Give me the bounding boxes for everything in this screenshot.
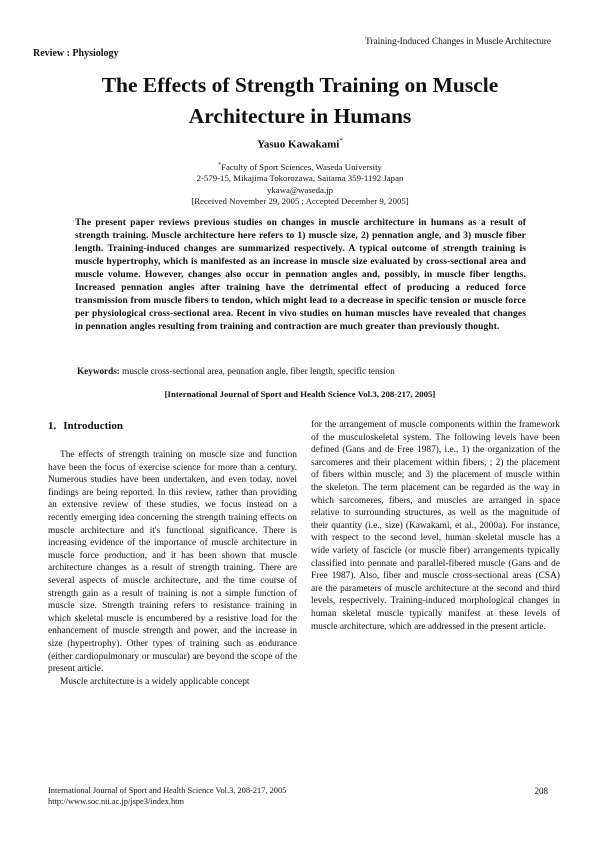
article-title — [40, 70, 560, 132]
email: ykawa@waseda.jp — [267, 184, 333, 195]
page-number: 208 — [534, 786, 548, 796]
footer-url[interactable]: http://www.soc.nii.ac.jp/jspe3/index.htm — [48, 796, 184, 806]
paragraph: Muscle architecture is a widely applicable concept — [60, 676, 250, 687]
right-column — [311, 419, 560, 633]
citation: [International Journal of Sport and Health Science Vol.3, 208-217, 2005] — [164, 389, 436, 399]
running-head: Training-Induced Changes in Muscle Architecture — [365, 37, 551, 47]
paragraph: The effects of strength training on muscle size and function have been the focus of exercise science for more than a century. Numerous studies have been undertaken, and even today, novel findings are being reported. In this review, rather than providing an extensive review of these studies, we focus instead on a recently emerging idea concerning the strength training effects on muscle architecture and it's functional significance. There is increasing evidence of the importance of muscle architecture in muscle force production, and it has been shown that muscle architecture changes as a result of strength training. There are several aspects of muscle architecture, and the time course of strength gain as a result of training is not a simple function of muscle size. Strength training refers to resistance training in which skeletal muscle is encumbered by a resistive load for the enhancement of muscle strength and power, and the increase in size (hypertrophy). Other types of training such as endurance (either cardiopulmonary or muscular) are beyond the scope of the present article. — [48, 450, 297, 675]
abstract: The present paper reviews previous studies on changes in muscle architecture in humans as a result of strength training. Muscle architecture here refers to 1) muscle size, 2) pennation angle, and 3) muscle fiber length. Training-induced changes are summarized respectively. A typical outcome of strength training is muscle hypertrophy, which is manifested as an increase in muscle size evaluated by cross-sectional area and muscle volume. However, changes also occur in pennation angles and, possibly, in muscle fiber lengths. Increased pennation angles after training have the detrimental effect of producing a reduced force transmission from muscle fibers to tendon, which might lead to a decrease in specific tension or muscle force per physiological cross-sectional area. Recent in vivo studies on human muscles have revealed that changes in pennation angles resulting from training and contraction are much greater than previously thought. — [75, 218, 526, 332]
title-line-2: Architecture in Humans — [188, 104, 412, 128]
section-title: Introduction — [63, 420, 123, 432]
section-number: 1. — [48, 420, 57, 432]
section-heading — [48, 419, 297, 433]
author-mark: * — [339, 137, 343, 145]
title-line-1: The Effects of Strength Training on Muscle — [101, 73, 499, 97]
left-column — [48, 419, 297, 688]
paragraph: for the arrangement of muscle components within the framework of the musculoskeletal system. The following levels have been defined (Gans and de Free 1987), i.e., 1) the organization of the sarcomeres and their placement within fibers, ; 2) the placement of fibers within muscle; and 3) the placement of muscle within the skeleton. The term placement can be regarded as the way in which sarcomeres, fibers, and muscles are arranged in space relative to surrounding structures, as well as the magnitude of their quantity (i.e., size) (Kawakami, et al., 2000a). For instance, with respect to the second level, human skeletal muscle has a wide variety of fascicle (or muscle fiber) arrangements typically classified into pennate and parallel-fibered muscle (Gans and de Free 1987). Also, fiber and muscle cross-sectional areas (CSA) are the parameters of muscle architecture at the second and third levels, respectively. Training-induced morphological changes in human skeletal muscle typically manifest at these levels of muscle architecture, which are addressed in the present article. — [311, 420, 560, 632]
author-name: Yasuo Kawakami — [257, 138, 340, 151]
affiliation: Faculty of Sport Sciences, Waseda University — [221, 161, 382, 172]
keywords — [77, 366, 395, 376]
keywords-list: muscle cross-sectional area, pennation angle, fiber length, specific tension — [122, 366, 395, 376]
received-dates: [Received November 29, 2005 ; Accepted December 9, 2005] — [191, 195, 409, 206]
affiliation-block — [0, 160, 600, 207]
affiliation-mark: * — [218, 162, 222, 168]
footer-journal-line: International Journal of Sport and Health Science Vol.3, 208-217, 2005 — [48, 786, 287, 795]
address: 2-579-15, Mikajima Tokorozawa, Saitama 359-1192 Japan — [196, 173, 404, 184]
section-label: Review : Physiology — [33, 48, 119, 59]
author-line — [0, 137, 600, 151]
keywords-label: Keywords: — [77, 366, 120, 376]
footer-journal — [48, 786, 286, 807]
